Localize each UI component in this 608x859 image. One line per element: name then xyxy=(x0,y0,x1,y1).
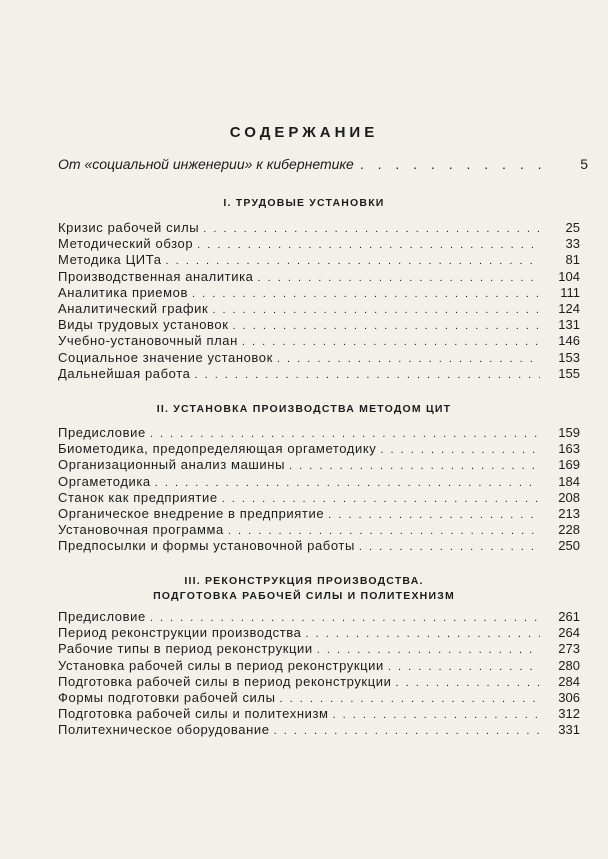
dot-leader xyxy=(328,507,540,523)
toc-entry-label: Предпосылки и формы установочной работы xyxy=(58,538,355,554)
toc-entry[interactable] xyxy=(58,722,580,738)
dot-leader xyxy=(258,270,540,286)
toc-entry[interactable] xyxy=(58,674,580,690)
toc-entry[interactable] xyxy=(58,457,580,473)
toc-entry-label: Кризис рабочей силы xyxy=(58,220,200,235)
dot-leader xyxy=(305,626,540,642)
dot-leader xyxy=(380,442,540,458)
dot-leader xyxy=(277,351,540,367)
dot-leader xyxy=(333,707,540,723)
toc-entry-page: 213 xyxy=(558,505,580,521)
toc-entry[interactable] xyxy=(58,538,580,554)
toc-entry-page: 5 xyxy=(580,156,588,172)
toc-entry[interactable] xyxy=(58,366,580,382)
toc-entry[interactable] xyxy=(58,269,580,285)
toc-entry-page: 250 xyxy=(558,538,580,554)
toc-entry[interactable] xyxy=(58,425,580,441)
toc-entry[interactable] xyxy=(58,490,580,506)
toc-entry-page: 146 xyxy=(558,333,580,349)
toc-entry[interactable] xyxy=(58,506,580,522)
section-heading-line: II. УСТАНОВКА ПРОИЗВОДСТВА МЕТОДОМ ЦИТ xyxy=(156,403,452,415)
toc-entry[interactable] xyxy=(58,350,580,366)
toc-entry-label: Формы подготовки рабочей силы xyxy=(58,689,276,705)
toc-entry-page: 228 xyxy=(558,522,580,538)
toc-entry-label: Виды трудовых установок xyxy=(58,317,229,333)
toc-entry[interactable] xyxy=(58,474,580,490)
dot-leader xyxy=(203,221,540,237)
dot-leader xyxy=(242,334,540,350)
dot-leader xyxy=(212,302,540,318)
toc-entry-page: 280 xyxy=(558,657,580,673)
toc-entry[interactable] xyxy=(58,658,580,674)
toc-entry-label: Установка рабочей силы в период реконструкции xyxy=(58,657,384,673)
toc-entry-label: Методика ЦИТа xyxy=(58,252,162,268)
toc-entry-page: 331 xyxy=(558,722,580,738)
dot-leader xyxy=(228,523,540,539)
toc-entry-page: 111 xyxy=(560,284,580,300)
dot-leader xyxy=(155,475,540,491)
section-heading-line: I. ТРУДОВЫЕ УСТАНОВКИ xyxy=(223,197,385,209)
toc-entry-page: 159 xyxy=(558,425,580,440)
toc-entry-label: Подготовка рабочей силы в период реконструкции xyxy=(58,673,392,689)
toc-entry[interactable] xyxy=(58,333,580,349)
toc-entry[interactable] xyxy=(58,220,580,236)
toc-entry-page: 153 xyxy=(558,349,580,365)
dot-leader xyxy=(274,723,540,739)
toc-entry-page: 131 xyxy=(558,317,580,333)
dot-leader xyxy=(166,253,540,269)
toc-entry-label: Подготовка рабочей силы и политехнизм xyxy=(58,706,329,722)
toc-entry-label: Оргаметодика xyxy=(58,473,151,489)
dot-leader xyxy=(194,367,540,383)
section-heading-line: III. РЕКОНСТРУКЦИЯ ПРОИЗВОДСТВА. xyxy=(184,575,424,587)
toc-entry-label: Методический обзор xyxy=(58,236,194,252)
toc-entry-label: Предисловие xyxy=(58,609,146,624)
toc-entry-label: Учебно-установочный план xyxy=(58,333,238,349)
toc-entry-label: Установочная программа xyxy=(58,522,224,538)
dot-leader xyxy=(150,426,540,442)
toc-entry-page: 261 xyxy=(558,609,580,624)
toc-entry-page: 169 xyxy=(558,457,580,473)
dot-leader xyxy=(280,691,540,707)
dot-leader xyxy=(317,642,540,658)
toc-intro-entry[interactable] xyxy=(58,156,588,172)
toc-entry-page: 273 xyxy=(558,641,580,657)
toc-entry-label: Биометодика, предопределяющая оргаметодику xyxy=(58,441,377,457)
section-1-heading xyxy=(0,196,608,211)
toc-entry-page: 25 xyxy=(565,220,580,235)
dot-leader xyxy=(222,491,540,507)
dot-leader xyxy=(233,318,540,334)
section-3-entries xyxy=(58,609,580,739)
toc-entry-page: 104 xyxy=(558,268,580,284)
section-2-heading xyxy=(0,402,608,417)
toc-entry[interactable] xyxy=(58,285,580,301)
toc-entry[interactable] xyxy=(58,252,580,268)
toc-entry-label: Предисловие xyxy=(58,425,146,440)
toc-entry-label: Аналитический график xyxy=(58,300,209,316)
toc-entry-page: 124 xyxy=(558,300,580,316)
toc-entry-label: Органическое внедрение в предприятие xyxy=(58,505,325,521)
toc-entry-label: Станок как предприятие xyxy=(58,489,218,505)
toc-entry[interactable] xyxy=(58,706,580,722)
toc-entry-page: 81 xyxy=(565,252,580,268)
toc-entry[interactable] xyxy=(58,236,580,252)
toc-entry-page: 184 xyxy=(558,473,580,489)
dot-leader xyxy=(360,156,556,172)
toc-entry-page: 33 xyxy=(565,236,580,252)
toc-entry-label: От «социальной инженерии» к кибернетике xyxy=(58,156,354,172)
toc-entry-label: Дальнейшая работа xyxy=(58,365,191,381)
section-1-entries xyxy=(58,220,580,382)
dot-leader xyxy=(359,539,540,555)
dot-leader xyxy=(150,610,540,626)
toc-entry[interactable] xyxy=(58,609,580,625)
section-2-entries xyxy=(58,425,580,555)
toc-entry[interactable] xyxy=(58,690,580,706)
toc-entry[interactable] xyxy=(58,441,580,457)
toc-entry[interactable] xyxy=(58,317,580,333)
dot-leader xyxy=(388,659,540,675)
toc-entry-label: Политехническое оборудование xyxy=(58,722,270,738)
dot-leader xyxy=(197,237,540,253)
toc-entry-page: 155 xyxy=(558,365,580,381)
dot-leader xyxy=(289,458,540,474)
toc-entry-page: 306 xyxy=(558,689,580,705)
toc-entry-label: Аналитика приемов xyxy=(58,284,188,300)
toc-entry-label: Организационный анализ машины xyxy=(58,457,286,473)
toc-entry-page: 284 xyxy=(558,673,580,689)
toc-entry-label: Производственная аналитика xyxy=(58,268,254,284)
toc-entry-label: Рабочие типы в период реконструкции xyxy=(58,641,313,657)
toc-entry-page: 264 xyxy=(558,625,580,641)
toc-entry[interactable] xyxy=(58,522,580,538)
section-3-heading xyxy=(0,574,608,604)
toc-entry[interactable] xyxy=(58,641,580,657)
toc-entry[interactable] xyxy=(58,625,580,641)
toc-entry-page: 163 xyxy=(558,441,580,457)
toc-entry-page: 208 xyxy=(558,489,580,505)
toc-entry-label: Период реконструкции производства xyxy=(58,625,302,641)
toc-entry[interactable] xyxy=(58,301,580,317)
dot-leader xyxy=(192,286,540,302)
dot-leader xyxy=(395,675,540,691)
section-heading-line: ПОДГОТОВКА РАБОЧЕЙ СИЛЫ И ПОЛИТЕХНИЗМ xyxy=(153,590,455,602)
page-title: СОДЕРЖАНИЕ xyxy=(229,124,379,141)
toc-entry-page: 312 xyxy=(558,706,580,722)
toc-entry-label: Социальное значение установок xyxy=(58,349,273,365)
